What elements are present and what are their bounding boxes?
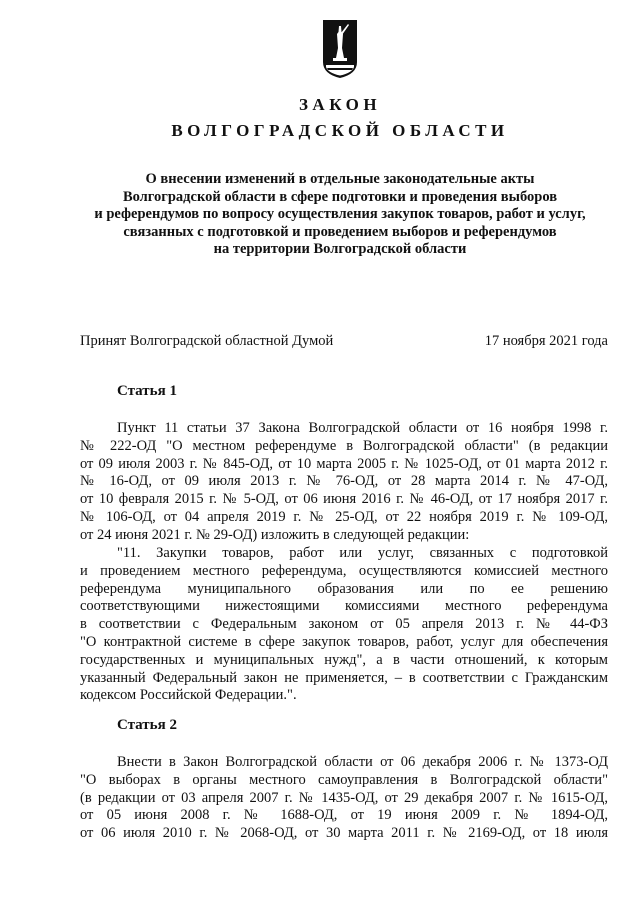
text-line: и проведением местного референдума, осуществляются комиссией местного	[80, 562, 608, 579]
subject-line: связанных с подготовкой и проведением выборов и референдумов	[123, 223, 557, 240]
text-line: соответствующими нижестоящими комиссиями местного референдума	[80, 598, 608, 615]
text-line: № 106-ОД, от 04 апреля 2019 г. № 25-ОД, от 22 ноября 2019 г. № 109-ОД,	[80, 508, 608, 525]
coat-of-arms-icon	[321, 18, 359, 80]
text-line: Внести в Закон Волгоградской области от 06 декабря 2006 г. № 1373-ОД	[117, 754, 608, 770]
text-line: от 06 июля 2010 г. № 2068-ОД, от 30 марта 2011 г. № 2169-ОД, от 18 июля	[80, 825, 608, 842]
article-1-paragraph-1	[80, 420, 608, 545]
adopted-by: Принят Волгоградской областной Думой	[80, 333, 334, 349]
subject-line: О внесении изменений в отдельные законодательные акты	[145, 171, 535, 187]
text-line: кодексом Российской Федерации.".	[80, 687, 297, 704]
text-line: государственных и муниципальных нужд", а в части отношений, к которым	[80, 651, 608, 668]
article-1-heading: Статья 1	[117, 383, 177, 399]
text-line: № 16-ОД, от 09 июля 2013 г. № 76-ОД, от 28 марта 2014 г. № 47-ОД,	[80, 473, 608, 490]
subject-line: и референдумов по вопросу осуществления закупок товаров, работ и услуг,	[94, 206, 586, 222]
text-line: (в редакции от 03 апреля 2007 г. № 1435-ОД, от 29 декабря 2007 г. № 1615-ОД,	[80, 789, 608, 806]
article-2-heading: Статья 2	[117, 717, 177, 733]
text-line: от 10 февраля 2015 г. № 5-ОД, от 06 июня 2016 г. № 46-ОД, от 17 ноября 2017 г.	[80, 491, 608, 508]
law-subject	[70, 171, 610, 259]
text-line: от 09 июля 2003 г. № 845-ОД, от 10 марта 2005 г. № 1025-ОД, от 01 марта 2012 г.	[80, 455, 608, 472]
text-line: № 222-ОД "О местном референдуме в Волгоградской области" (в редакции	[80, 437, 608, 454]
article-1-paragraph-2	[80, 545, 608, 705]
text-line: "О контрактной системе в сфере закупок товаров, работ, услуг для обеспечения	[80, 633, 608, 650]
text-line: от 05 июня 2008 г. № 1688-ОД, от 19 июня 2009 г. № 1894-ОД,	[80, 807, 608, 824]
text-line: "11. Закупки товаров, работ или услуг, связанных с подготовкой	[117, 545, 608, 561]
article-2-paragraph-1	[80, 754, 608, 843]
law-title-region: ВОЛГОГРАДСКОЙ ОБЛАСТИ	[171, 121, 509, 140]
subject-line: на территории Волгоградской области	[213, 241, 467, 257]
adoption-date: 17 ноября 2021 года	[484, 333, 608, 349]
text-line: Пункт 11 статьи 37 Закона Волгоградской области от 16 ноября 1998 г.	[117, 420, 608, 436]
law-title-line: ЗАКОН	[298, 95, 382, 114]
text-line: в соответствии с Федеральным законом от 05 апреля 2013 г. № 44-ФЗ	[80, 616, 608, 633]
subject-line: Волгоградской области в сфере подготовки и проведения выборов	[122, 188, 558, 205]
text-line: от 24 июня 2021 г. № 29-ОД) изложить в следующей редакции:	[80, 526, 470, 543]
text-line: "О выборах в органы местного самоуправления в Волгоградской области"	[80, 771, 608, 788]
law-title	[0, 92, 640, 144]
text-line: указанный Федеральный закон не применяется, – в соответствии с Гражданским	[80, 669, 608, 686]
text-line: референдума муниципального образования или по ее решению	[80, 580, 608, 597]
